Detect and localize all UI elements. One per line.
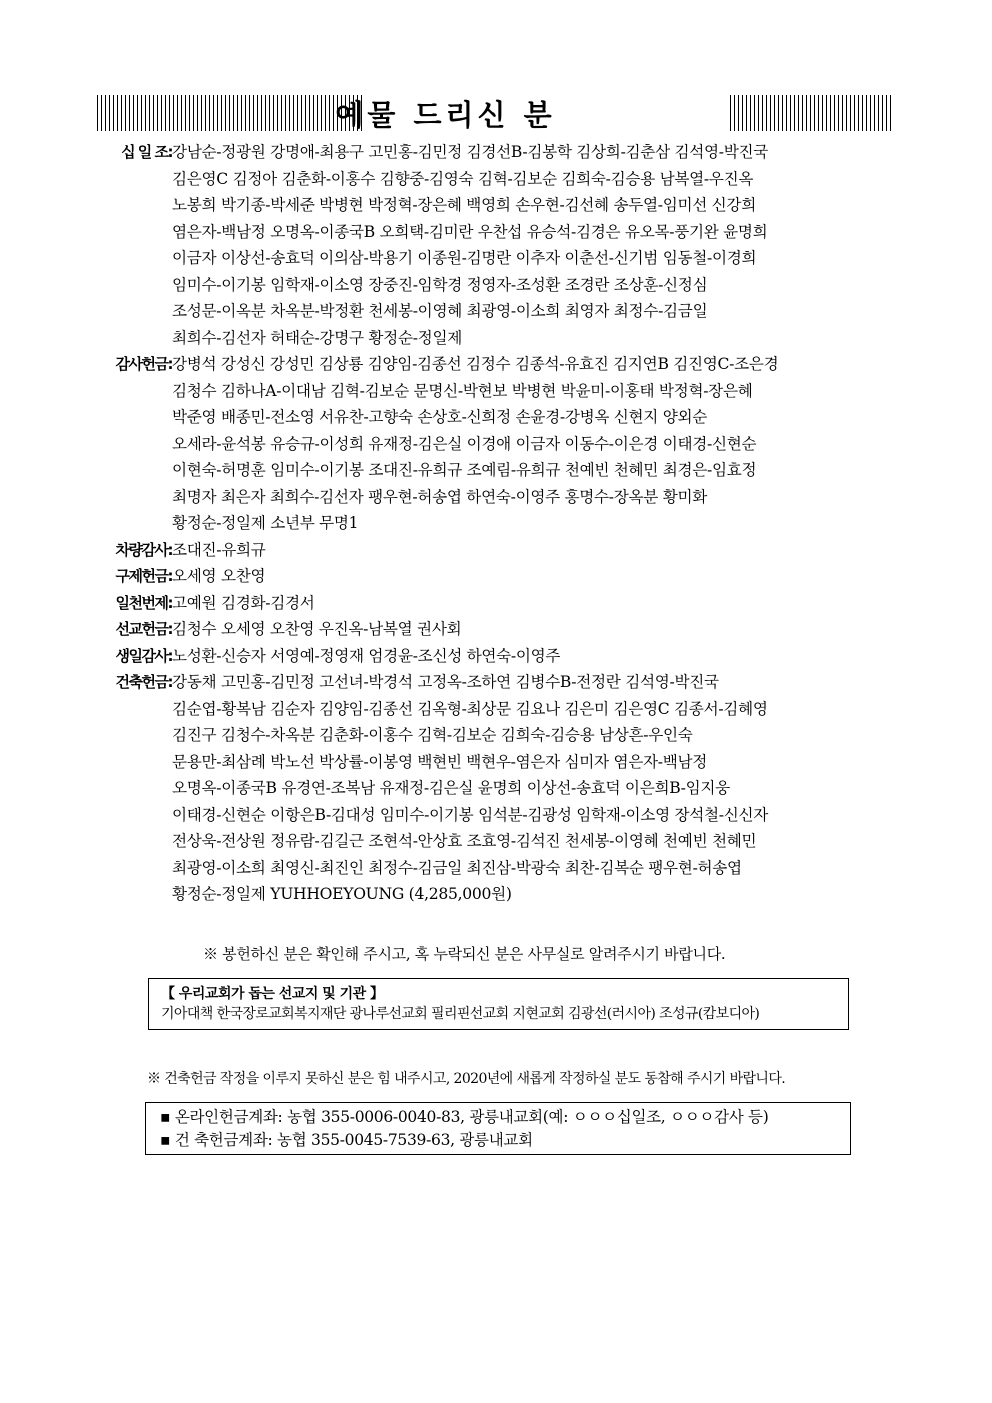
section-lines <box>172 139 900 351</box>
name-line: 최광영-이소희 최영신-최진인 최정수-김금일 최진삼-박광숙 최찬-김복순 팽우현-허송엽 <box>172 858 742 877</box>
building-pledge-notice: ※ 건축헌금 작정을 이루지 못하신 분은 힘 내주시고, 2020년에 새롭게 작정하실 분도 동참해 주시기 바랍니다. <box>147 1071 786 1087</box>
name-line: 이금자 이상선-송효덕 이의삼-박용기 이종원-김명란 이추자 이춘선-신기범 임동철-이경희 <box>172 249 757 267</box>
section-label: 선교헌금: <box>115 620 172 638</box>
name-line: 김순엽-황복남 김순자 김양임-김종선 김옥형-최상문 김요나 김은미 김은영C 김종서-김혜영 <box>172 699 768 718</box>
section-mission <box>100 616 900 643</box>
name-line: 노성환-신승자 서영예-정영재 엄경윤-조신성 하연숙-이영주 <box>172 646 561 665</box>
name-line: 전상욱-전상원 정유람-김길근 조현석-안상효 조효영-김석진 천세봉-이영혜 천예빈 천혜민 <box>172 832 757 850</box>
name-line: 오세라-윤석봉 유승규-이성희 유재정-김은실 이경애 이금자 이동수-이은경 이태경-신현순 <box>172 434 757 453</box>
name-line: 조성문-이옥분 차옥분-박정환 천세봉-이영혜 최광영-이소희 최영자 최정수-김금일 <box>172 302 708 320</box>
name-line: 강동채 고민홍-김민정 고선녀-박경석 고정옥-조하연 김병수B-전정란 김석영-박진국 <box>172 673 719 691</box>
section-label: 십 일 조: <box>121 143 172 161</box>
name-line: 문용만-최삼례 박노선 박상률-이봉영 백현빈 백현우-염은자 심미자 염은자-백남정 <box>172 752 708 771</box>
online-offering-account: ▪ 온라인헌금계좌: 농협 355-0006-0040-83, 광릉내교회(예: ㅇㅇㅇ십일조, ㅇㅇㅇ감사 등) <box>160 1108 769 1126</box>
section-label: 건축헌금: <box>115 673 172 691</box>
page-title: 예물 드리신 분 <box>335 97 556 132</box>
section-vehicle-thanks <box>100 537 900 564</box>
name-line: 이현숙-허명훈 임미수-이기봉 조대진-유희규 조예림-유희규 천예빈 천혜민 최경은-임효정 <box>172 461 757 479</box>
section-lines <box>172 643 900 670</box>
name-line: 김은영C 김정아 김춘화-이홍수 김향중-김영숙 김혁-김보순 김희숙-김승용 남복열-우진옥 <box>172 169 754 188</box>
section-lines <box>172 616 900 643</box>
section-thanksgiving <box>100 351 900 537</box>
name-line: 오명옥-이종국B 유경연-조복남 유재정-김은실 윤명희 이상선-송효덕 이은희B-임지웅 <box>172 779 730 797</box>
section-lines <box>172 669 900 908</box>
section-label: 구제헌금: <box>115 567 172 585</box>
building-offering-account: ▪ 건 축헌금계좌: 농협 355-0045-7539-63, 광릉내교회 <box>160 1131 533 1149</box>
mission-support-box <box>148 978 849 1030</box>
title-bar <box>97 95 894 131</box>
name-line: 강남순-정광원 강명애-최용구 고민홍-김민정 김경선B-김봉학 김상희-김춘삼 김석영-박진국 <box>172 143 769 161</box>
section-lines <box>172 537 900 564</box>
name-line: 황정순-정일제 YUHHOEYOUNG (4,285,000원) <box>172 885 512 903</box>
title-stripes-left <box>97 95 365 131</box>
name-line: 강병석 강성신 강성민 김상룡 김양임-김종선 김정수 김종석-유효진 김지연B 김진영C-조은경 <box>172 355 779 373</box>
section-label: 감사헌금: <box>115 355 172 373</box>
section-building <box>100 669 900 908</box>
section-lines <box>172 351 900 537</box>
name-line: 조대진-유희규 <box>172 540 266 559</box>
name-line: 염은자-백남정 오명옥-이종국B 오희택-김미란 우찬섭 유승석-김경은 유오목-풍기완 윤명희 <box>172 222 768 241</box>
section-label: 차량감사: <box>115 540 172 559</box>
section-tithe <box>100 139 900 351</box>
mission-box-title: 【 우리교회가 돕는 선교지 및 기관 】 <box>161 986 384 1002</box>
section-lines <box>172 563 900 590</box>
section-thousand-offering <box>100 590 900 617</box>
name-line: 김청수 오세영 오찬영 우진옥-남복열 권사회 <box>172 620 462 638</box>
name-line: 최희수-김선자 허태순-강명구 황정순-정일제 <box>172 328 462 347</box>
section-relief <box>100 563 900 590</box>
name-line: 박준영 배종민-전소영 서유찬-고향숙 손상호-신희정 손윤경-강병옥 신현지 양외순 <box>172 408 708 426</box>
name-line: 오세영 오찬영 <box>172 567 266 585</box>
missing-names-notice: ※ 봉헌하신 분은 확인해 주시고, 혹 누락되신 분은 사무실로 알려주시기 바랍니다. <box>203 945 726 963</box>
section-lines <box>172 590 900 617</box>
title-stripes-right <box>730 95 894 131</box>
offering-sections <box>100 139 900 908</box>
name-line: 황정순-정일제 소년부 무명1 <box>172 514 359 532</box>
section-birthday-thanks <box>100 643 900 670</box>
name-line: 김청수 김하나A-이대남 김혁-김보순 문명신-박현보 박병현 박윤미-이홍태 박정혁-장은혜 <box>172 381 753 400</box>
name-line: 이태경-신현순 이항은B-김대성 임미수-이기봉 임석분-김광성 임학재-이소영 장석철-신신자 <box>172 805 769 824</box>
name-line: 노봉희 박기종-박세준 박병현 박정혁-장은혜 백영희 손우현-김선혜 송두열-임미선 신강희 <box>172 196 756 214</box>
name-line: 임미수-이기봉 임학재-이소영 장중진-임학경 정영자-조성환 조경란 조상훈-신정심 <box>172 275 708 294</box>
bank-accounts-box <box>145 1102 851 1155</box>
name-line: 고예원 김경화-김경서 <box>172 593 315 612</box>
mission-box-body: 기아대책 한국장로교회복지재단 광나루선교회 필리핀선교회 지현교회 김광선(러시아) 조성규(캄보디아) <box>161 1006 760 1022</box>
section-label: 생일감사: <box>115 646 172 665</box>
section-label: 일천번제: <box>115 593 172 612</box>
name-line: 최명자 최은자 최희수-김선자 팽우현-허송엽 하연숙-이영주 홍명수-장옥분 황미화 <box>172 487 708 506</box>
name-line: 김진구 김청수-차옥분 김춘화-이홍수 김혁-김보순 김희숙-김승용 남상흔-우인숙 <box>172 726 693 744</box>
